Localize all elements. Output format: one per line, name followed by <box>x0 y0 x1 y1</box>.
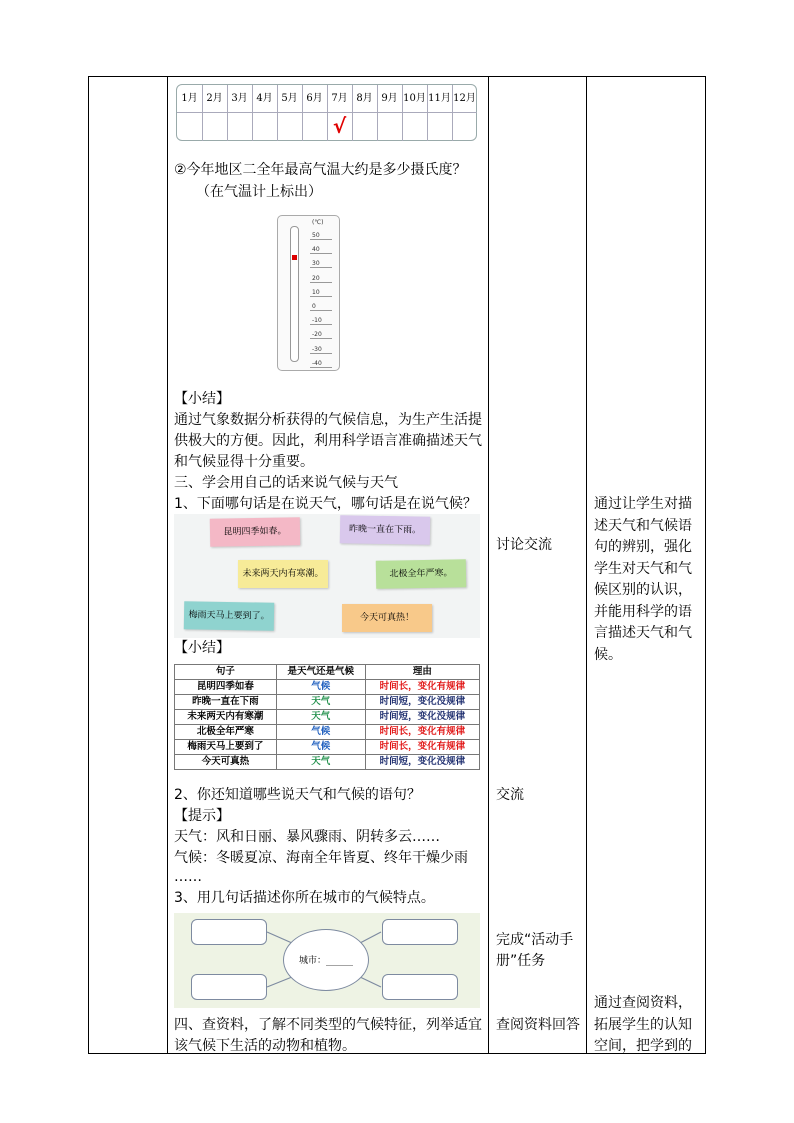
intent-line: 通过让学生对描 <box>594 496 692 512</box>
question-highest-temperature: ②今年地区二全年最高气温大约是多少摄氏度？ <box>174 162 467 178</box>
activity-discuss: 讨论交流 <box>496 537 552 553</box>
month-answer-cell[interactable] <box>277 112 303 141</box>
intent-line: 候。 <box>594 646 622 663</box>
thermometer-tick-label: -40 <box>312 359 322 367</box>
summary-line: 和气候显得十分重要。 <box>174 454 314 470</box>
cell-type: 气候 <box>276 725 365 740</box>
month-cell: 4月 <box>252 85 278 112</box>
table-row <box>175 680 480 695</box>
hint-heading: 【提示】 <box>174 808 230 824</box>
month-cell: 9月 <box>377 85 403 112</box>
activity-task-line2: 册”任务 <box>496 953 546 969</box>
activity-lookup: 查阅资料回答 <box>496 1017 580 1033</box>
cell-sentence: 昨晚一直在下雨 <box>175 695 277 710</box>
cell-reason: 时间长，变化有规律 <box>365 725 479 740</box>
cell-type: 天气 <box>276 710 365 725</box>
header-type: 是天气还是气候 <box>276 665 365 680</box>
month-cell: 10月 <box>402 85 428 112</box>
table-row <box>175 710 480 725</box>
thermometer-tick-label: 30 <box>312 260 320 268</box>
summary2-heading: 【小结】 <box>174 640 230 656</box>
intent-line: 句的辨别，强化 <box>594 539 692 555</box>
summary-table <box>174 664 480 770</box>
thermometer-tube <box>290 226 299 362</box>
activity-exchange: 交流 <box>496 787 524 803</box>
city-climate-diagram <box>174 913 480 1008</box>
cell-sentence: 未来两天内有寒潮 <box>175 710 277 725</box>
sentence-note: 昆明四季如春。 <box>210 517 300 547</box>
sentence-note: 今天可真热！ <box>342 604 432 632</box>
thermometer-tick-label: -10 <box>312 317 322 325</box>
sentence-note: 梅雨天马上要到了。 <box>184 601 274 631</box>
month-answer-cell[interactable] <box>177 112 203 141</box>
column-divider-2 <box>488 76 489 1054</box>
intent-line: 通过查阅资料， <box>594 995 692 1011</box>
cell-type: 天气 <box>276 755 365 770</box>
month-answer-cell[interactable] <box>452 112 477 141</box>
month-cell: 8月 <box>352 85 378 112</box>
cell-sentence: 昆明四季如春 <box>175 680 277 695</box>
thermometer-image <box>277 215 340 371</box>
thermometer-tick-label: 50 <box>312 232 320 239</box>
month-answer-cell[interactable] <box>327 112 353 141</box>
intent-line: 言描述天气和气 <box>594 625 692 641</box>
month-answer-cell[interactable] <box>202 112 228 141</box>
table-row <box>175 740 480 755</box>
question-city-climate: 3、用几句话描述你所在城市的气候特点。 <box>174 890 435 906</box>
intent-line: 拓展学生的认知 <box>594 1016 692 1033</box>
month-cell: 7月 <box>327 85 353 112</box>
cell-reason: 时间短，变化没规律 <box>365 695 479 710</box>
hint-climate: 气候：冬暖夏凉、海南全年皆夏、终年干燥少雨 <box>174 850 468 866</box>
intent-line: 并能用科学的语 <box>594 603 692 620</box>
thermometer-tick-label: 10 <box>312 288 320 296</box>
summary-heading: 【小结】 <box>174 391 230 407</box>
header-reason: 理由 <box>365 665 479 680</box>
temperature-mark[interactable] <box>292 255 297 260</box>
header-sentence: 句子 <box>175 665 277 680</box>
cell-reason: 时间长，变化有规律 <box>365 740 479 755</box>
summary-line: 通过气象数据分析获得的气候信息，为生产生活提 <box>174 412 482 428</box>
thermometer-tick <box>310 324 332 325</box>
thermometer-tick <box>310 239 332 240</box>
month-cell: 5月 <box>277 85 303 112</box>
cell-type: 天气 <box>276 695 365 710</box>
sentence-note: 昨晚一直在下雨。 <box>340 515 430 545</box>
city-circle: 城市：______ <box>283 929 369 991</box>
month-cell: 12月 <box>453 93 476 104</box>
month-cell: 6月 <box>302 85 328 112</box>
intent-line: 空间，把学到的 <box>594 1038 692 1054</box>
table-row <box>175 755 480 770</box>
cell-reason: 时间短，变化没规律 <box>365 755 479 770</box>
month-answer-cell[interactable] <box>427 112 453 141</box>
thermometer-tick <box>310 296 332 297</box>
thermometer-tick-label: -30 <box>312 345 322 353</box>
check-mark-icon: √ <box>332 114 347 138</box>
thermometer-unit: (℃) <box>312 219 324 226</box>
month-answer-cell[interactable] <box>227 112 253 141</box>
month-answer-cell[interactable] <box>377 112 403 141</box>
cell-sentence: 今天可真热 <box>175 755 277 770</box>
sentence-notes-image <box>174 514 480 638</box>
thermometer-tick <box>310 338 332 339</box>
table-row <box>175 695 480 710</box>
month-cell: 2月 <box>202 85 228 112</box>
thermometer-tick <box>310 267 332 268</box>
thermometer-tick-label: 0 <box>312 303 316 310</box>
thermometer-tick <box>310 310 332 311</box>
thermometer-tick <box>310 282 332 283</box>
thermometer-tick-label: 20 <box>312 274 320 282</box>
intent-line: 候区别的认识， <box>594 582 692 598</box>
question-weather-or-climate: 1、下面哪句话是在说天气，哪句话是在说气候？ <box>174 496 477 512</box>
thermometer-tick-label: 40 <box>312 246 320 254</box>
cell-type: 气候 <box>276 740 365 755</box>
month-answer-cell[interactable] <box>352 112 378 141</box>
column-divider-3 <box>586 76 587 1054</box>
cell-type: 气候 <box>276 680 365 695</box>
activity-task-line1: 完成“活动手 <box>496 932 574 948</box>
month-cell: 11月 <box>427 85 453 112</box>
table-row <box>175 725 480 740</box>
thermometer-tick-label: -20 <box>312 331 322 339</box>
section4-line2: 该气候下生活的动物和植物。 <box>174 1038 356 1054</box>
thermometer-tick <box>310 253 332 254</box>
question-instruction: （在气温计上标出） <box>196 184 322 200</box>
intent-line: 述天气和气候语 <box>594 517 692 534</box>
sentence-note: 未来两天内有寒潮。 <box>238 560 328 588</box>
cell-sentence: 北极全年严寒 <box>175 725 277 740</box>
column-divider-1 <box>167 76 168 1054</box>
hint-ellipsis: …… <box>174 869 202 885</box>
section3-title: 三、学会用自己的话来说气候与天气 <box>174 475 398 491</box>
month-answer-cell[interactable] <box>252 112 278 141</box>
summary-line: 供极大的方便。因此，利用科学语言准确描述天气 <box>174 433 482 449</box>
month-answer-cell[interactable] <box>302 112 328 141</box>
month-cell: 3月 <box>227 85 253 112</box>
cell-reason: 时间长，变化有规律 <box>365 680 479 695</box>
section4-line1: 四、查资料，了解不同类型的气候特征，列举适宜 <box>174 1017 482 1033</box>
sentence-note: 北极全年严寒。 <box>376 559 466 589</box>
month-table <box>176 84 477 141</box>
cell-reason: 时间短，变化没规律 <box>365 710 479 725</box>
month-answer-cell[interactable] <box>402 112 428 141</box>
month-cell: 1月 <box>177 85 203 112</box>
thermometer-tick <box>310 353 332 354</box>
intent-line: 学生对天气和气 <box>594 560 692 577</box>
thermometer-tick <box>310 367 332 368</box>
cell-sentence: 梅雨天马上要到了 <box>175 740 277 755</box>
hint-weather: 天气：风和日丽、暴风骤雨、阴转多云…… <box>174 829 440 845</box>
question-known-sayings: 2、你还知道哪些说天气和气候的语句？ <box>174 787 421 803</box>
